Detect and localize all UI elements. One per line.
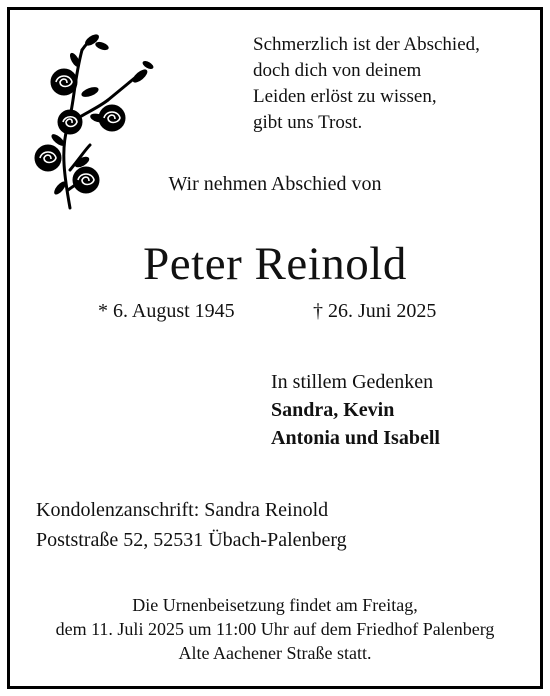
death-date: † 26. Juni 2025 [313, 300, 437, 322]
condolence-address [36, 495, 347, 555]
mourners-heading: In stillem Gedenken [271, 371, 434, 393]
mourners-names: Sandra, Kevin [271, 399, 395, 421]
poem-verse [253, 32, 480, 136]
condolence-address-line: Poststraße 52, 52531 Übach-Palenberg [36, 529, 347, 551]
poem-line: gibt uns Trost. [253, 112, 363, 133]
service-line: dem 11. Juli 2025 um 11:00 Uhr auf dem Friedhof Palenberg [55, 619, 495, 639]
burial-service-info [0, 593, 550, 665]
mourners-block [271, 368, 440, 452]
mourners-names: Antonia und Isabell [271, 427, 440, 449]
deceased-name: Peter Reinold [143, 238, 407, 290]
poem-line: Leiden erlöst zu wissen, [253, 86, 437, 107]
condolence-address-line: Kondolenzanschrift: Sandra Reinold [36, 499, 329, 521]
service-line: Alte Aachener Straße statt. [178, 643, 372, 663]
farewell-intro: Wir nehmen Abschied von [168, 173, 382, 195]
poem-line: doch dich von deinem [253, 60, 422, 81]
service-line: Die Urnenbeisetzung findet am Freitag, [132, 595, 418, 615]
birth-date: * 6. August 1945 [98, 300, 235, 322]
poem-line: Schmerzlich ist der Abschied, [253, 34, 480, 55]
